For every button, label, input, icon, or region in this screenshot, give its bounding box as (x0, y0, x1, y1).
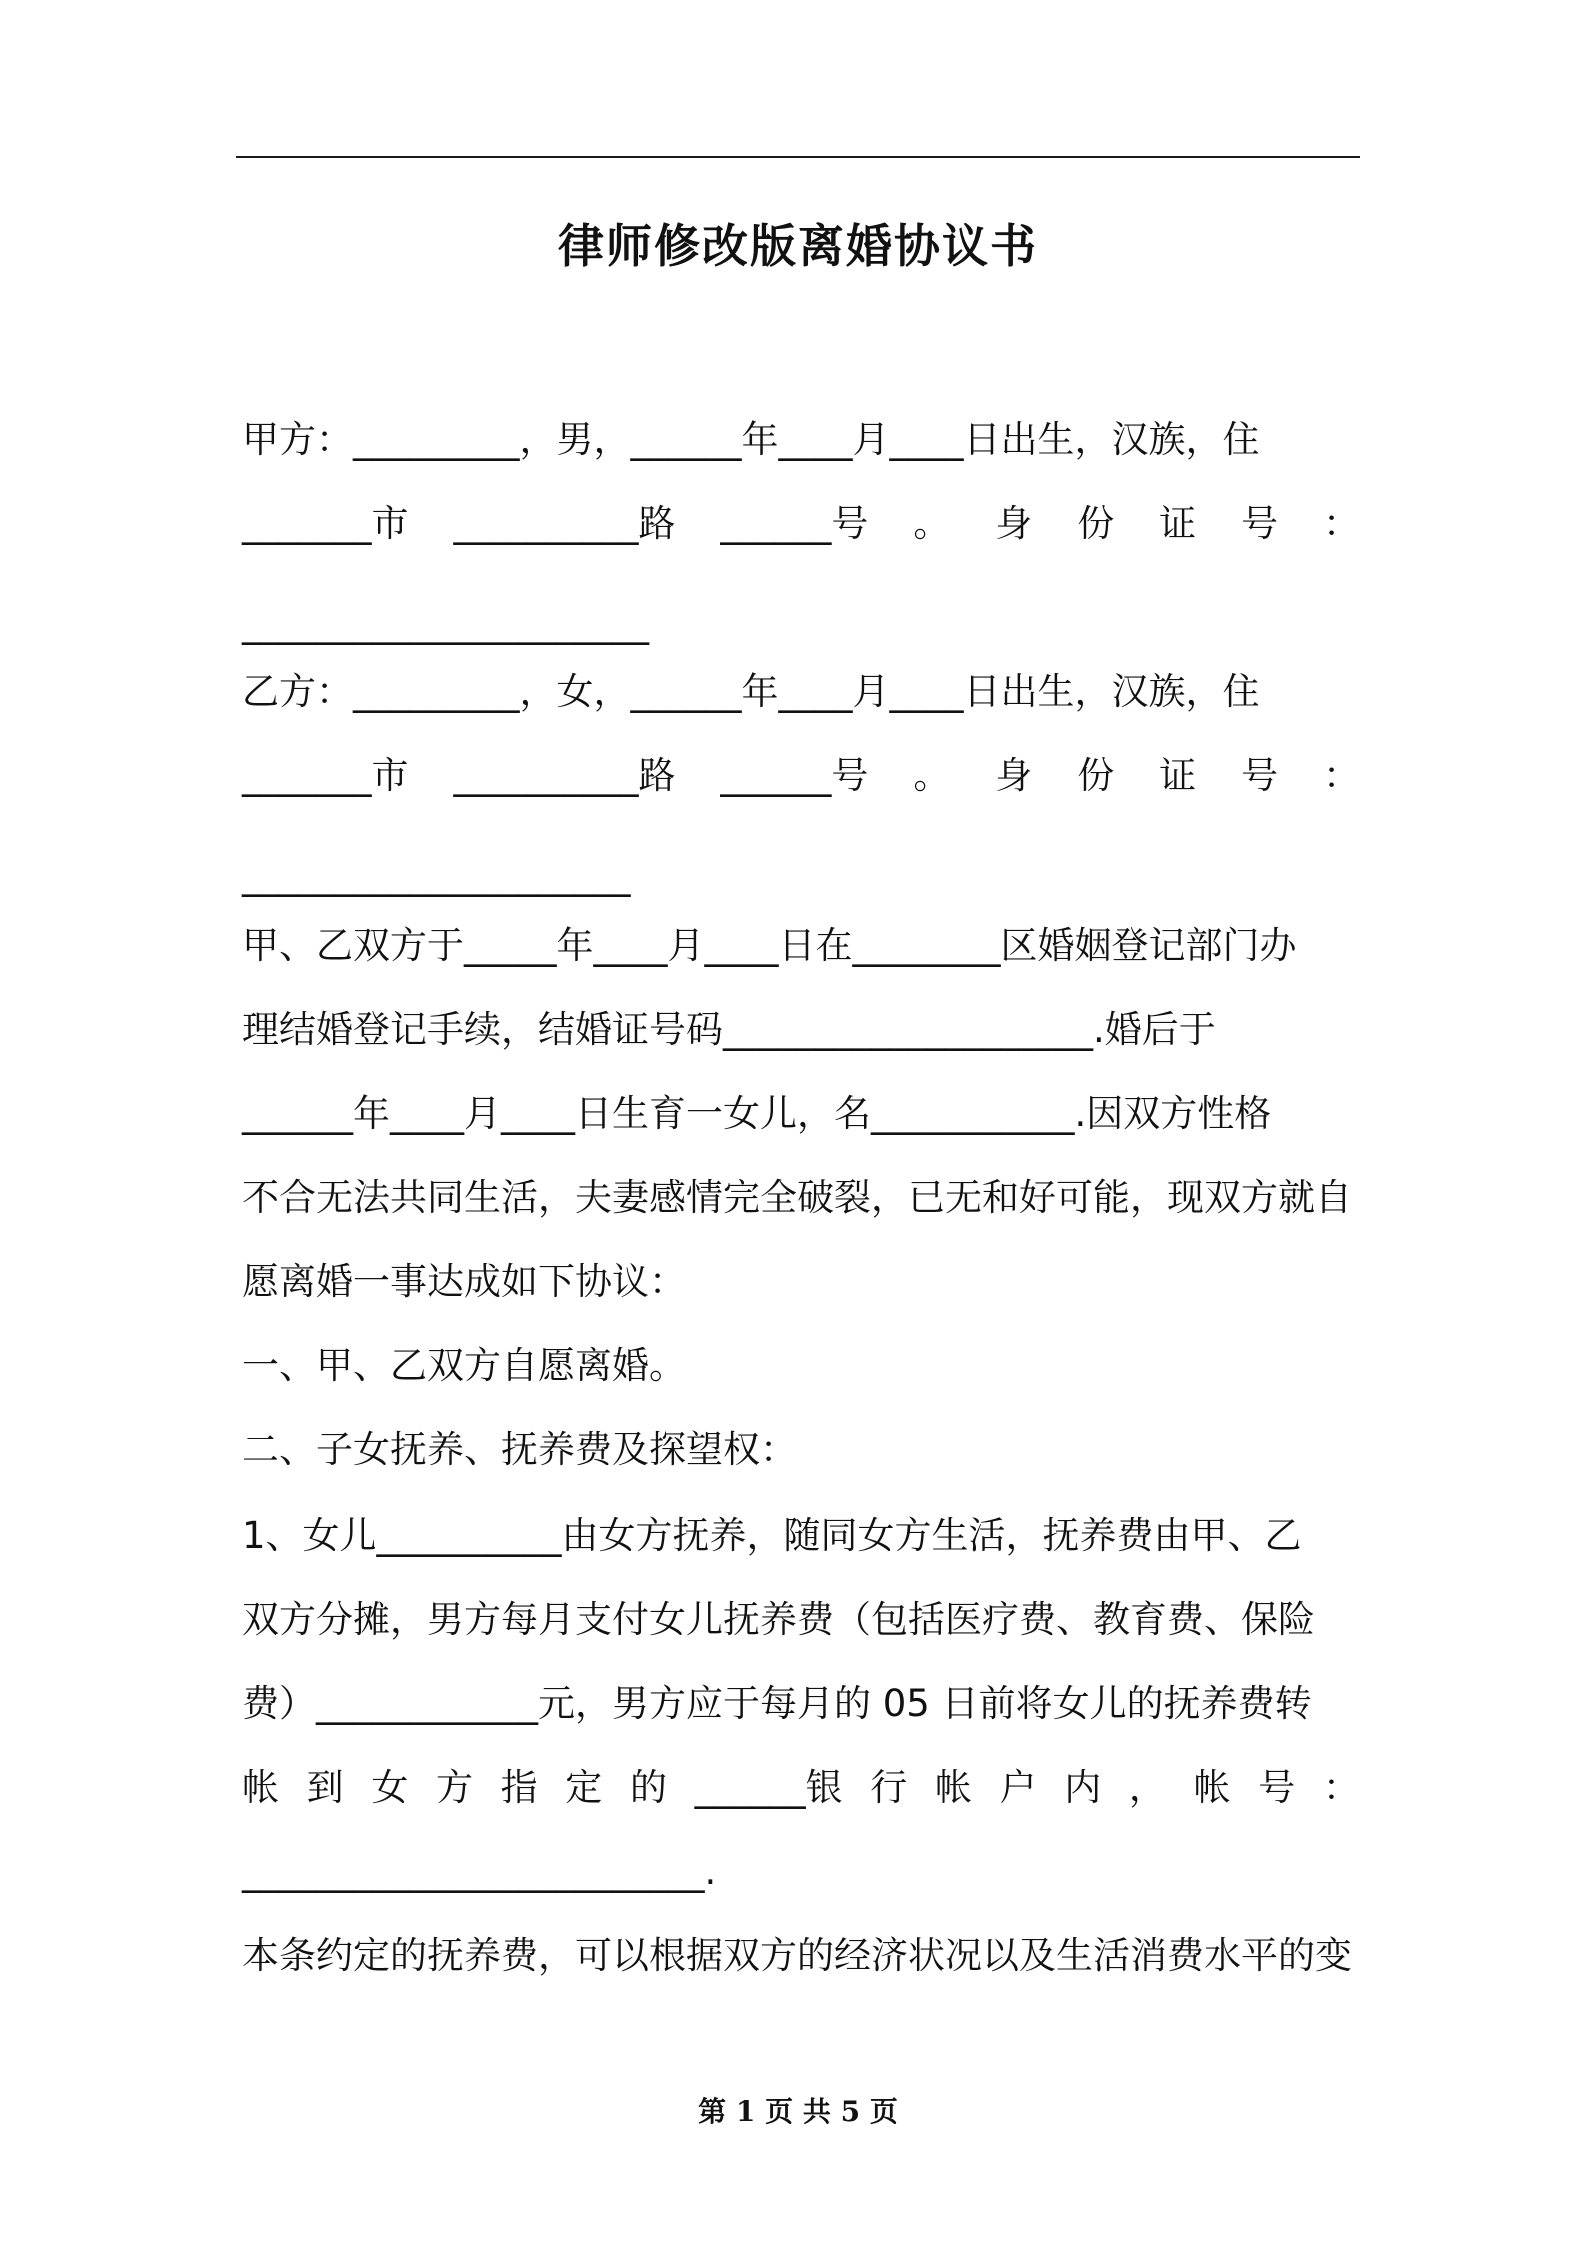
body-line-segment: ______银 (694, 1766, 843, 1809)
body-line-segment: 的 (629, 1766, 667, 1809)
body-line-segment: 证 (1159, 502, 1197, 545)
body-line: _________________________. (242, 1850, 717, 1893)
body-line (242, 1762, 1360, 1814)
body-line: 愿离婚一事达成如下协议： (242, 1260, 686, 1303)
body-line-segment: __________路 (453, 754, 676, 797)
body-line-segment: 。 (913, 502, 951, 545)
body-line: 本条约定的抚养费，可以根据双方的经济状况以及生活消费水平的变 (242, 1934, 1352, 1977)
body-line-segment: _______市 (242, 754, 409, 797)
body-line: 双方分摊，男方每月支付女儿抚养费（包括医疗费、教育费、保险 (242, 1598, 1315, 1641)
body-line-segment: ______号 (720, 754, 869, 797)
body-line: 一、甲、乙双方自愿离婚。 (242, 1344, 686, 1387)
body-line-segment: 到 (306, 1766, 344, 1809)
body-line-segment: _______市 (242, 502, 409, 545)
body-line-segment: 号 (1241, 754, 1279, 797)
body-line-segment: 户 (999, 1766, 1037, 1809)
body-line: 不合无法共同生活，夫妻感情完全破裂，已无和好可能，现双方就自 (242, 1176, 1352, 1219)
body-line-segment: 身 (995, 754, 1033, 797)
body-line-segment: 帐 (934, 1766, 972, 1809)
page-indicator: 第 1 页 共 5 页 (698, 2095, 898, 2128)
body-line-segment: ： (1323, 754, 1360, 797)
body-line (242, 498, 1360, 550)
body-line: 二、子女抚养、抚养费及探望权： (242, 1428, 797, 1471)
body-line: 费）____________元，男方应于每月的 05 日前将女儿的抚养费转 (242, 1682, 1312, 1725)
body-line-segment: 方 (435, 1766, 473, 1809)
body-line: 1、女儿__________由女方抚养，随同女方生活，抚养费由甲、乙 (242, 1514, 1302, 1557)
body-line-segment: __________路 (453, 502, 676, 545)
body-line-segment: 内 (1064, 1766, 1102, 1809)
header-rule (236, 156, 1360, 158)
body-line-segment: 身 (995, 502, 1033, 545)
body-line-segment: 号 (1258, 1766, 1296, 1809)
body-line-segment: 号 (1241, 502, 1279, 545)
body-line: 甲、乙双方于_____年____月____日在________区婚姻登记部门办 (242, 924, 1297, 967)
body-line-segment: 帐 (1193, 1766, 1231, 1809)
body-line-segment: ： (1322, 1766, 1360, 1809)
body-line-segment: 指 (500, 1766, 538, 1809)
body-line: ______年____月____日生育一女儿，名___________.因双方性格 (242, 1092, 1272, 1135)
document-title: 律师修改版离婚协议书 (558, 219, 1038, 273)
body-line-segment: 帐 (242, 1766, 279, 1809)
body-line (242, 750, 1360, 802)
body-line-segment: 女 (371, 1766, 409, 1809)
body-line-segment: 行 (870, 1766, 908, 1809)
body-line-segment: 定 (565, 1766, 603, 1809)
body-line: 乙方：_________，女，______年____月____日出生，汉族，住 (242, 670, 1260, 713)
body-line-segment: 证 (1159, 754, 1197, 797)
body-line: ______________________ (242, 602, 649, 645)
body-line-segment: ： (1323, 502, 1360, 545)
body-line-segment: 份 (1077, 502, 1115, 545)
body-line-segment: ， (1128, 1766, 1166, 1809)
body-line-segment: 。 (913, 754, 951, 797)
body-line: _____________________ (242, 854, 631, 897)
body-line: 理结婚登记手续，结婚证号码____________________.婚后于 (242, 1008, 1216, 1051)
body-line-segment: 份 (1077, 754, 1115, 797)
body-line: 甲方：_________，男，______年____月____日出生，汉族，住 (242, 418, 1260, 461)
body-line-segment: ______号 (720, 502, 869, 545)
